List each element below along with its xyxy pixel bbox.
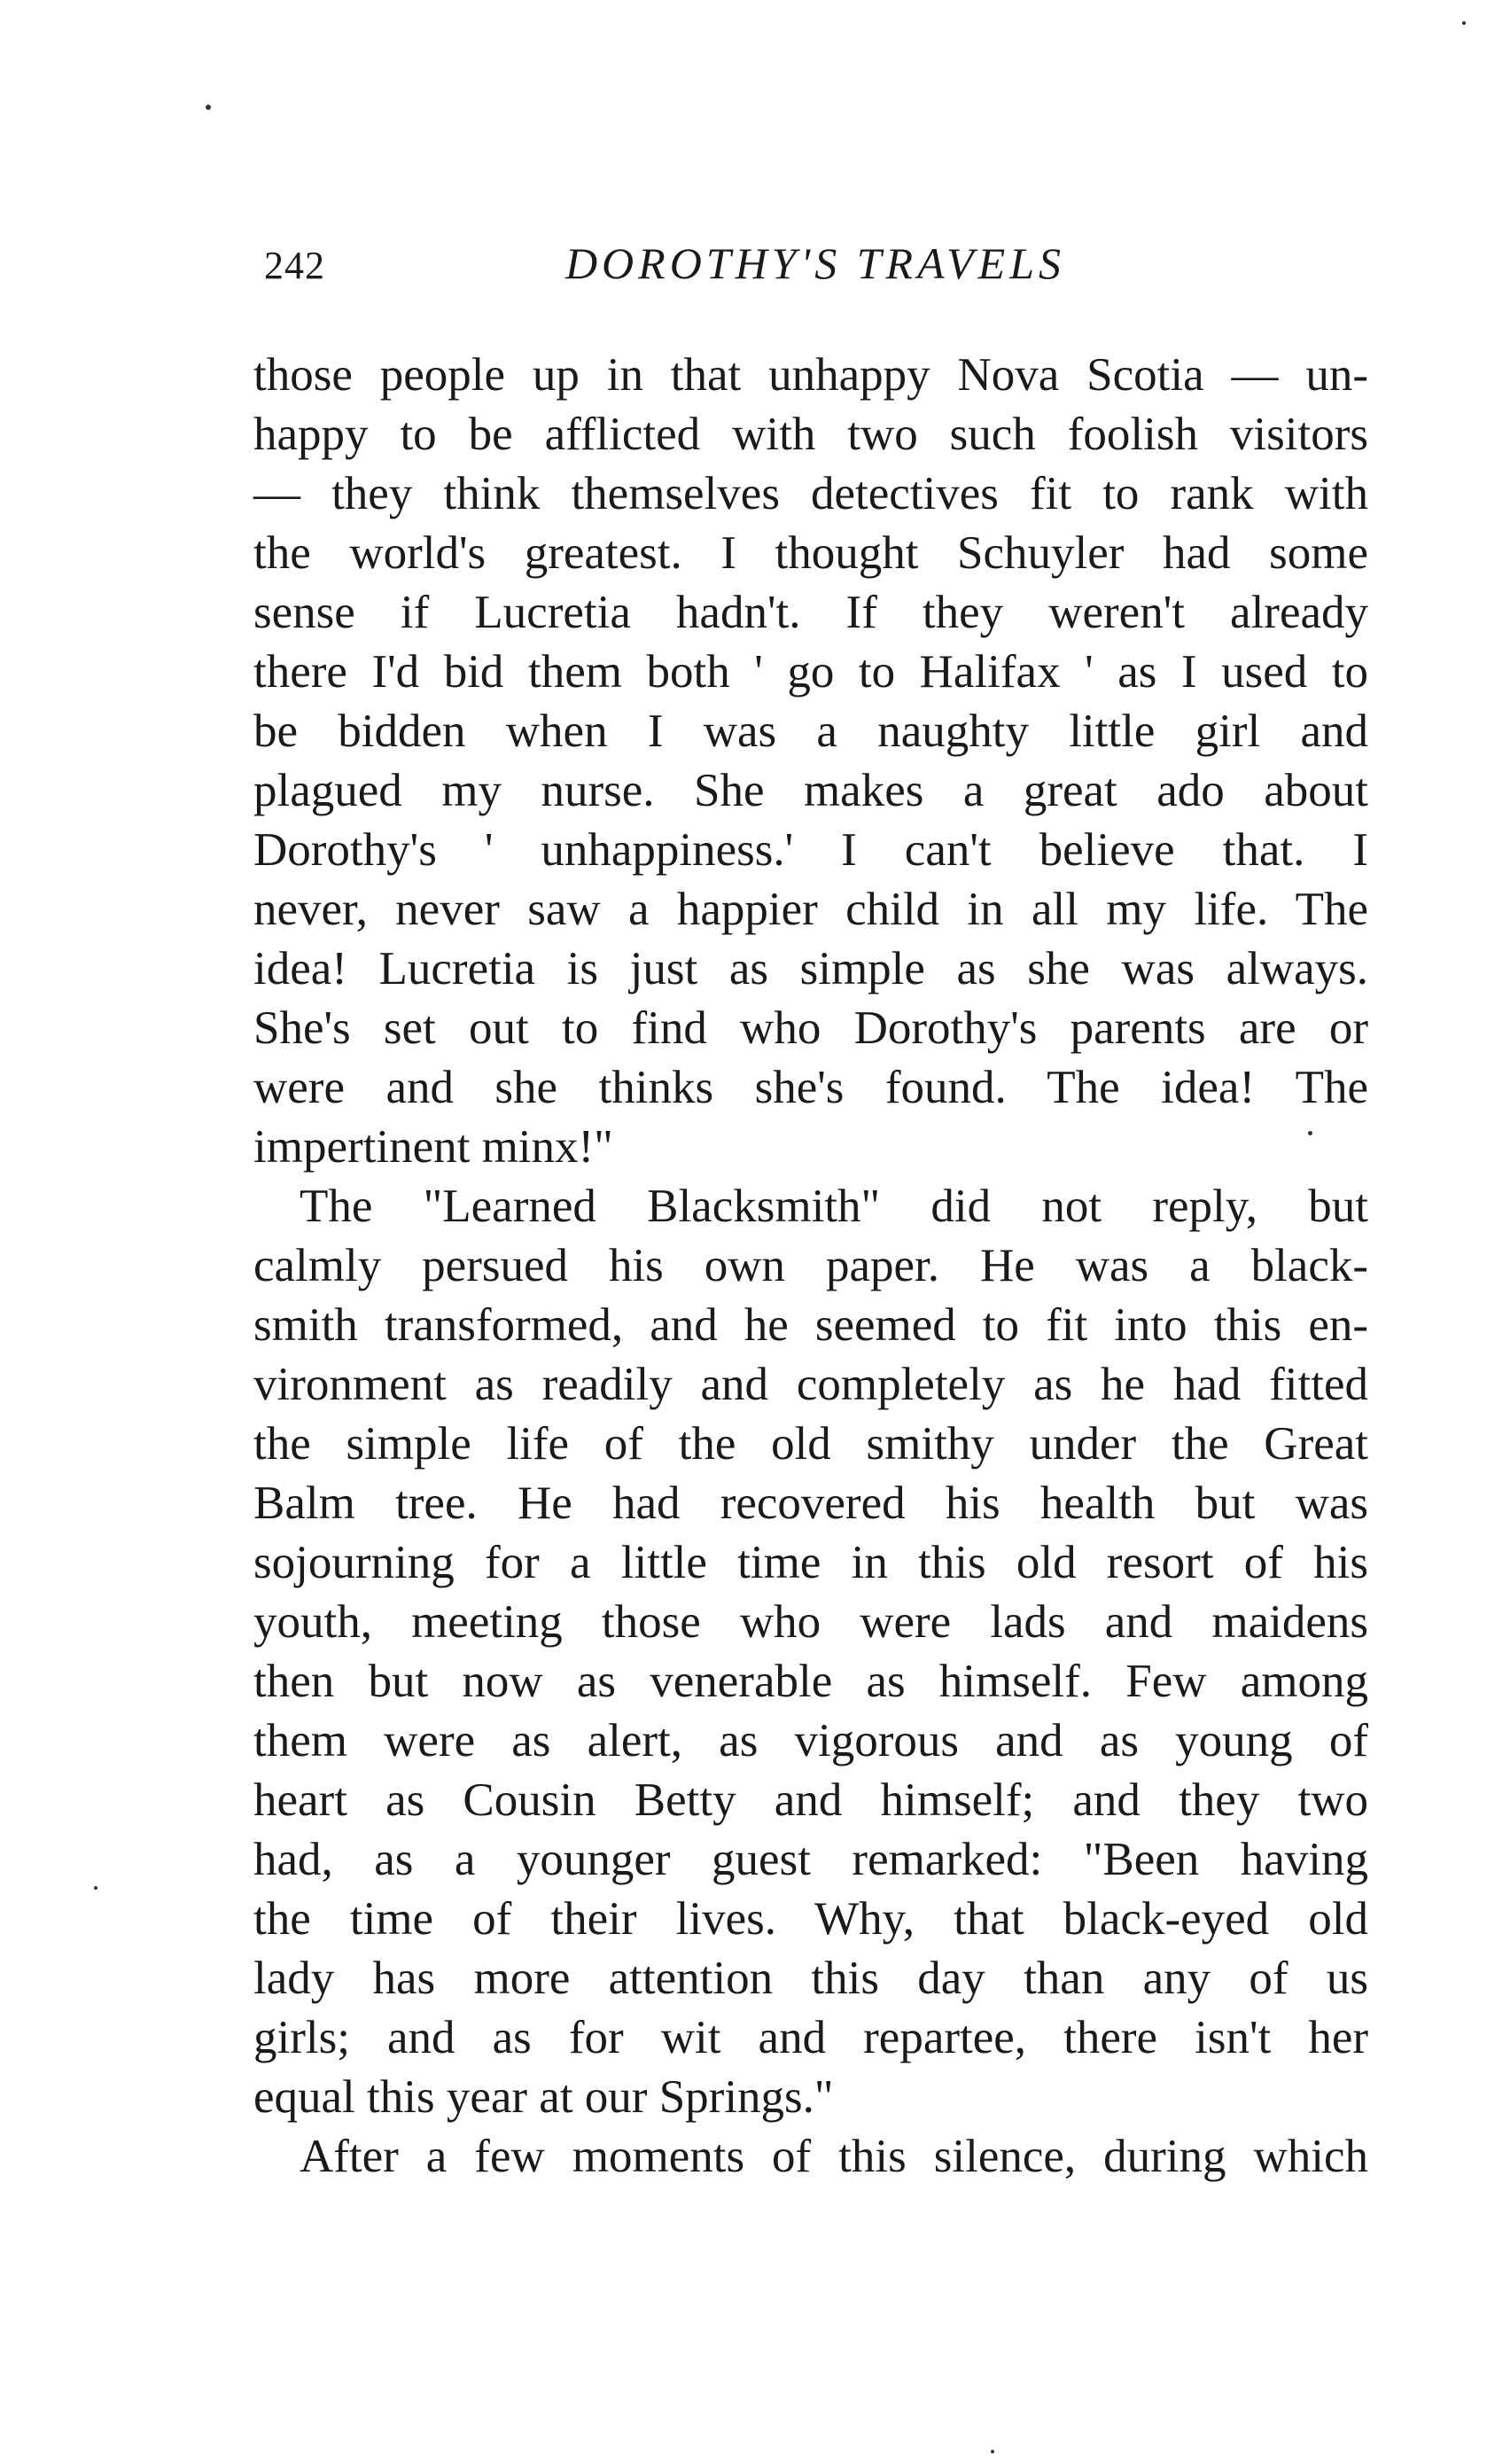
text-line: sense if Lucretia hadn't. If they weren't already xyxy=(253,587,1368,638)
running-title: DOROTHY'S TRAVELS xyxy=(564,238,1066,288)
text-line: girls; and as for wit and repartee, there isn't her xyxy=(253,2012,1368,2063)
text-line: After a few moments of this silence, during which xyxy=(300,2131,1368,2182)
text-line: the world's greatest. I thought Schuyler had some xyxy=(253,527,1368,579)
text-line: vironment as readily and completely as he had fitted xyxy=(253,1359,1368,1410)
text-line: heart as Cousin Betty and himself; and they two xyxy=(253,1774,1368,1826)
text-line: were and she thinks she's found. The idea! The xyxy=(253,1062,1368,1113)
scan-speck xyxy=(991,2450,994,2453)
text-line: The "Learned Blacksmith" did not reply, but xyxy=(300,1181,1368,1232)
text-line: She's set out to find who Dorothy's parents are or xyxy=(253,1002,1368,1054)
text-line: idea! Lucretia is just as simple as she was always. xyxy=(253,943,1368,994)
page-number: 242 xyxy=(264,244,325,287)
paragraph xyxy=(253,346,1368,1177)
text-line: lady has more attention this day than any of us xyxy=(253,1953,1368,2004)
text-line: happy to be afflicted with two such foolish visitors xyxy=(253,409,1368,460)
text-line: the time of their lives. Why, that black-eyed old xyxy=(253,1893,1368,1945)
paragraph xyxy=(253,1177,1368,2127)
text-line: those people up in that unhappy Nova Scotia — un- xyxy=(253,349,1368,401)
text-line: be bidden when I was a naughty little girl and xyxy=(253,706,1368,757)
text-line: impertinent minx!" xyxy=(253,1121,613,1173)
text-line: Dorothy's ' unhappiness.' I can't believe that. I xyxy=(253,824,1368,876)
text-line: Balm tree. He had recovered his health but was xyxy=(253,1478,1368,1529)
scan-speck xyxy=(94,1886,97,1890)
text-line: smith transformed, and he seemed to fit into this en- xyxy=(253,1299,1368,1351)
scan-speck xyxy=(206,105,211,110)
page-header xyxy=(257,238,1374,300)
text-line: then but now as venerable as himself. Few among xyxy=(253,1656,1368,1707)
body-text xyxy=(253,346,1368,2187)
scan-speck xyxy=(1462,21,1466,25)
text-line: calmly persued his own paper. He was a black- xyxy=(253,1240,1368,1291)
text-line: the simple life of the old smithy under the Great xyxy=(253,1418,1368,1470)
text-line: there I'd bid them both ' go to Halifax ' as I used to xyxy=(253,646,1368,698)
text-line: — they think themselves detectives fit to rank with xyxy=(253,468,1368,519)
text-line: them were as alert, as vigorous and as young of xyxy=(253,1715,1368,1766)
text-line: never, never saw a happier child in all my life. The xyxy=(253,884,1368,935)
text-line: sojourning for a little time in this old resort of his xyxy=(253,1537,1368,1588)
text-line: plagued my nurse. She makes a great ado about xyxy=(253,765,1368,816)
text-line: youth, meeting those who were lads and maidens xyxy=(253,1596,1368,1648)
text-line: had, as a younger guest remarked: "Been having xyxy=(253,1834,1368,1885)
scan-speck xyxy=(1308,1131,1312,1135)
text-line: equal this year at our Springs." xyxy=(253,2071,834,2123)
paragraph xyxy=(253,2127,1368,2187)
